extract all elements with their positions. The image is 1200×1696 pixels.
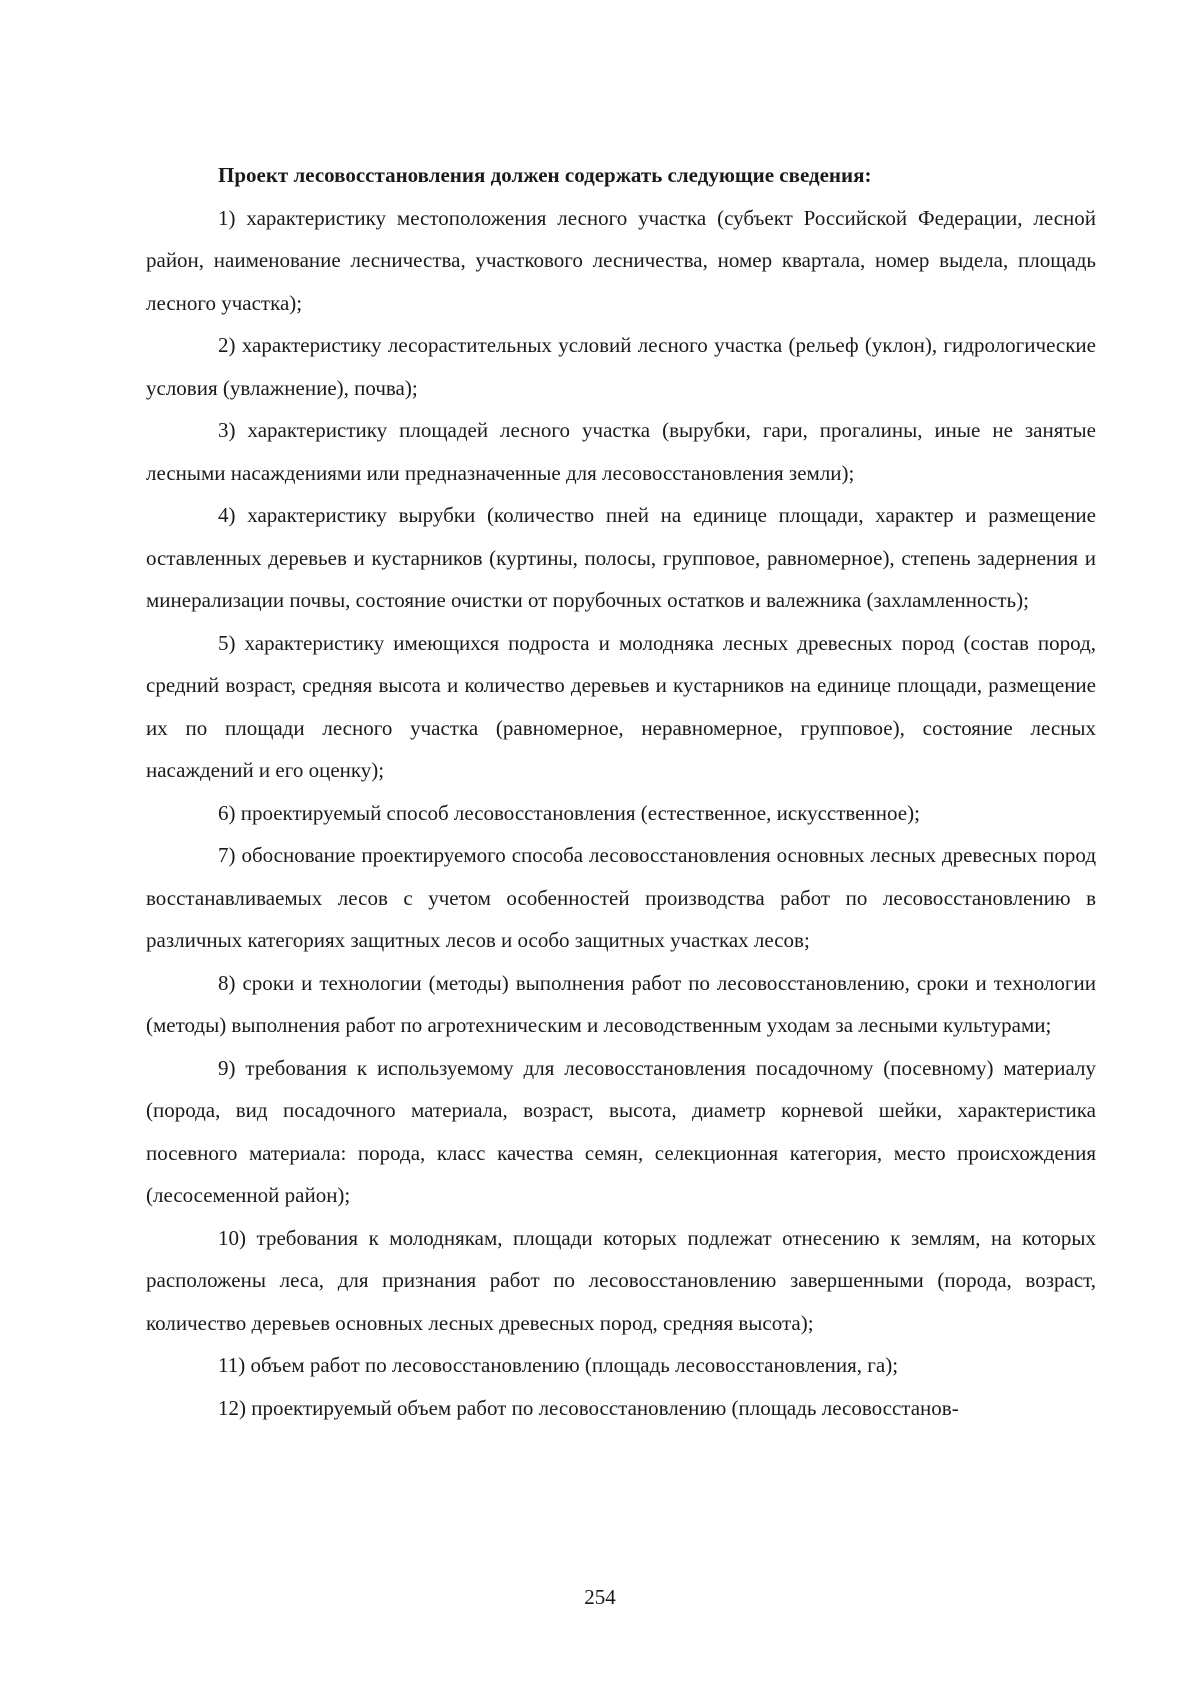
list-item-9: 9) требования к используемому для лесовосстановления посадочному (посевному) материалу (порода, вид посадочного материала, возраст, высота, диаметр корневой шейки, характеристика посевного материала: порода, класс качества семян, селекционная категория, место происхождения (лесосеменной район); <box>146 1055 1096 1207</box>
list-item-4: 4) характеристику вырубки (количество пней на единице площади, характер и размещение оставленных деревьев и кустарников (куртины, полосы, групповое, равномерное), степень задернения и минерализации почвы, состояние очистки от порубочных остатков и валежника (захламленность); <box>146 503 1096 612</box>
document-body <box>146 154 1096 1429</box>
list-item-11: 11) объем работ по лесовосстановлению (площадь лесовосстановления, га); <box>218 1353 899 1377</box>
list-item-8: 8) сроки и технологии (методы) выполнения работ по лесовосстановлению, сроки и технологии (методы) выполнения работ по агротехническим и лесоводственным уходам за лесными культурами; <box>146 970 1096 1037</box>
list-item-6: 6) проектируемый способ лесовосстановления (естественное, искусственное); <box>218 800 920 825</box>
list-item-1: 1) характеристику местоположения лесного участка (субъект Российской Федерации, лесной район, наименование лесничества, участкового лесничества, номер квартала, номер выдела, площадь лесного участка); <box>146 205 1096 315</box>
list-item-3: 3) характеристику площадей лесного участка (вырубки, гари, прогалины, иные не занятые лесными насаждениями или предназначенные для лесовосстановления земли); <box>146 418 1096 485</box>
section-heading: Проект лесовосстановления должен содержать следующие сведения: <box>218 163 872 187</box>
list-item-12: 12) проектируемый объем работ по лесовосстановлению (площадь лесовосстанов- <box>218 1395 959 1420</box>
list-item-10: 10) требования к молоднякам, площади которых подлежат отнесению к землям, на которых расположены леса, для признания работ по лесовосстановлению завершенными (порода, возраст, количество деревьев основных лесных древесных пород, средняя высота); <box>146 1225 1096 1335</box>
list-item-7: 7) обоснование проектируемого способа лесовосстановления основных лесных древесных пород восстанавливаемых лесов с учетом особенностей производства работ по лесовосстановлению в различных категориях защитных лесов и особо защитных участках лесов; <box>146 843 1096 952</box>
list-item-5: 5) характеристику имеющихся подроста и молодняка лесных древесных пород (состав пород, средний возраст, средняя высота и количество деревьев и кустарников на единице площади, размещение их по площади лесного участка (равномерное, неравномерное, групповое), состояние лесных насаждений и его оценку); <box>146 630 1096 782</box>
list-item-2: 2) характеристику лесорастительных условий лесного участка (рельеф (уклон), гидрологические условия (увлажнение), почва); <box>146 333 1096 400</box>
page-number: 254 <box>584 1585 616 1609</box>
